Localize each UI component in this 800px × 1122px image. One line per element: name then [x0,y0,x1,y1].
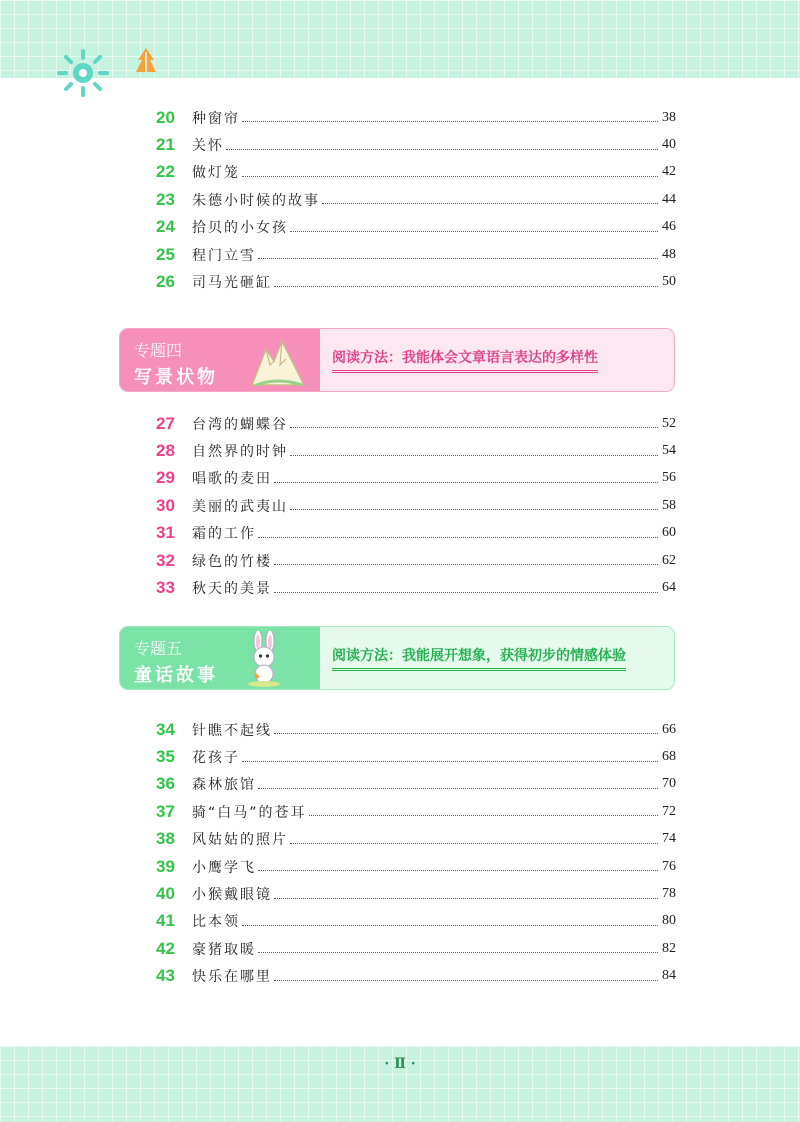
toc-entry[interactable] [156,771,676,798]
leader-dots [258,788,658,789]
entry-title: 森林旅馆 [192,777,256,794]
reading-method: 阅读方法：我能展开想象，获得初步的情感体验 [332,645,626,671]
section-name: 童话故事 [134,665,218,686]
entry-title: 美丽的武夷山 [192,498,288,515]
entry-page: 80 [662,913,676,929]
entry-title: 小鹰学飞 [192,859,256,876]
entry-title: 花孩子 [192,750,240,767]
toc-entry[interactable] [156,880,676,907]
entry-title: 豪猪取暖 [192,941,256,958]
toc-entry[interactable] [156,520,676,547]
entry-number: 21 [156,135,175,155]
entry-page: 46 [662,219,676,235]
leader-dots [258,870,658,871]
toc-entry[interactable] [156,241,676,268]
toc-entry[interactable] [156,492,676,519]
entry-number: 42 [156,938,175,958]
section-name: 写景状物 [134,367,218,388]
entry-title: 快乐在哪里 [192,969,272,986]
leader-dots [242,761,658,762]
sun-icon [56,48,110,98]
entry-page: 42 [662,164,676,180]
entry-page: 66 [662,721,676,737]
toc-entry[interactable] [156,935,676,962]
entry-title: 小猴戴眼镜 [192,887,272,904]
toc-entry[interactable] [156,214,676,241]
entry-title: 关怀 [192,138,224,155]
entry-number: 33 [156,578,175,598]
entry-title: 做灯笼 [192,165,240,182]
reading-method: 阅读方法：我能体会文章语言表达的多样性 [332,347,598,373]
section-label: 专题四 [134,341,183,360]
entry-title: 台湾的蝴蝶谷 [192,416,288,433]
entry-number: 26 [156,272,175,292]
leader-dots [309,815,658,816]
rabbit-icon [242,631,286,687]
leader-dots [242,925,658,926]
top-grid-band [0,0,800,78]
entry-page: 60 [662,525,676,541]
leader-dots [274,286,658,287]
entry-number: 29 [156,468,175,488]
entry-number: 39 [156,856,175,876]
entry-title: 霜的工作 [192,526,256,543]
entry-page: 72 [662,803,676,819]
leader-dots [258,952,658,953]
leader-dots [258,258,658,259]
section4-header [120,329,320,391]
section4-method-panel [320,329,674,391]
section3-entry-list [156,104,676,296]
entry-title: 针瞧不起线 [192,722,272,739]
entry-title: 风姑姑的照片 [192,832,288,849]
section5-header [120,627,320,689]
entry-page: 68 [662,749,676,765]
leader-dots [274,482,658,483]
toc-entry[interactable] [156,716,676,743]
entry-page: 74 [662,831,676,847]
section5-method-panel [320,627,674,689]
entry-title: 秋天的美景 [192,581,272,598]
toc-entry[interactable] [156,743,676,770]
section5-entry-list [156,716,676,990]
leaf-icon [134,46,158,76]
toc-entry[interactable] [156,131,676,158]
entry-number: 27 [156,413,175,433]
toc-entry[interactable] [156,798,676,825]
entry-number: 31 [156,523,175,543]
entry-title: 唱歌的麦田 [192,471,272,488]
entry-number: 43 [156,966,175,986]
entry-page: 40 [662,137,676,153]
entry-title: 种窗帘 [192,110,240,127]
entry-number: 28 [156,441,175,461]
toc-entry[interactable] [156,574,676,601]
toc-entry[interactable] [156,104,676,131]
entry-title: 绿色的竹楼 [192,553,272,570]
entry-number: 32 [156,550,175,570]
entry-number: 34 [156,719,175,739]
entry-page: 76 [662,858,676,874]
leader-dots [226,149,658,150]
section-label: 专题五 [134,639,183,658]
entry-page: 48 [662,246,676,262]
leader-dots [290,427,658,428]
entry-page: 54 [662,443,676,459]
entry-title: 朱德小时候的故事 [192,192,320,209]
toc-entry[interactable] [156,547,676,574]
entry-page: 50 [662,274,676,290]
entry-title: 拾贝的小女孩 [192,220,288,237]
entry-page: 84 [662,968,676,984]
entry-number: 30 [156,495,175,515]
leader-dots [290,509,658,510]
entry-page: 62 [662,552,676,568]
leader-dots [274,564,658,565]
leader-dots [290,843,658,844]
entry-page: 38 [662,109,676,125]
entry-page: 64 [662,580,676,596]
entry-page: 78 [662,886,676,902]
leader-dots [242,121,658,122]
leader-dots [290,231,658,232]
entry-title: 程门立雪 [192,247,256,264]
section4-banner [119,328,675,392]
toc-entry[interactable] [156,159,676,186]
entry-number: 22 [156,162,175,182]
entry-page: 58 [662,497,676,513]
entry-number: 35 [156,747,175,767]
page-number: · Ⅱ · [384,1056,416,1072]
toc-entry[interactable] [156,908,676,935]
entry-number: 36 [156,774,175,794]
leader-dots [258,537,658,538]
leader-dots [274,898,658,899]
entry-title: 骑“白马”的苍耳 [192,804,307,821]
entry-title: 自然界的时钟 [192,444,288,461]
entry-page: 70 [662,776,676,792]
leader-dots [322,203,658,204]
entry-page: 82 [662,940,676,956]
entry-number: 40 [156,884,175,904]
entry-title: 司马光砸缸 [192,275,272,292]
entry-number: 24 [156,217,175,237]
toc-entry[interactable] [156,410,676,437]
entry-number: 38 [156,829,175,849]
leader-dots [242,176,658,177]
leader-dots [274,592,658,593]
entry-page: 44 [662,191,676,207]
toc-entry[interactable] [156,186,676,213]
section4-entry-list [156,410,676,602]
toc-entry[interactable] [156,465,676,492]
entry-number: 23 [156,189,175,209]
section5-banner [119,626,675,690]
toc-entry[interactable] [156,853,676,880]
entry-page: 56 [662,470,676,486]
entry-title: 比本领 [192,914,240,931]
leader-dots [274,980,658,981]
mountain-icon [250,335,306,389]
toc-entry[interactable] [156,437,676,464]
toc-entry[interactable] [156,963,676,990]
entry-page: 52 [662,415,676,431]
entry-number: 20 [156,107,175,127]
leader-dots [290,455,658,456]
entry-number: 37 [156,801,175,821]
entry-number: 41 [156,911,175,931]
leader-dots [274,733,658,734]
toc-entry[interactable] [156,268,676,295]
entry-number: 25 [156,244,175,264]
toc-entry[interactable] [156,826,676,853]
